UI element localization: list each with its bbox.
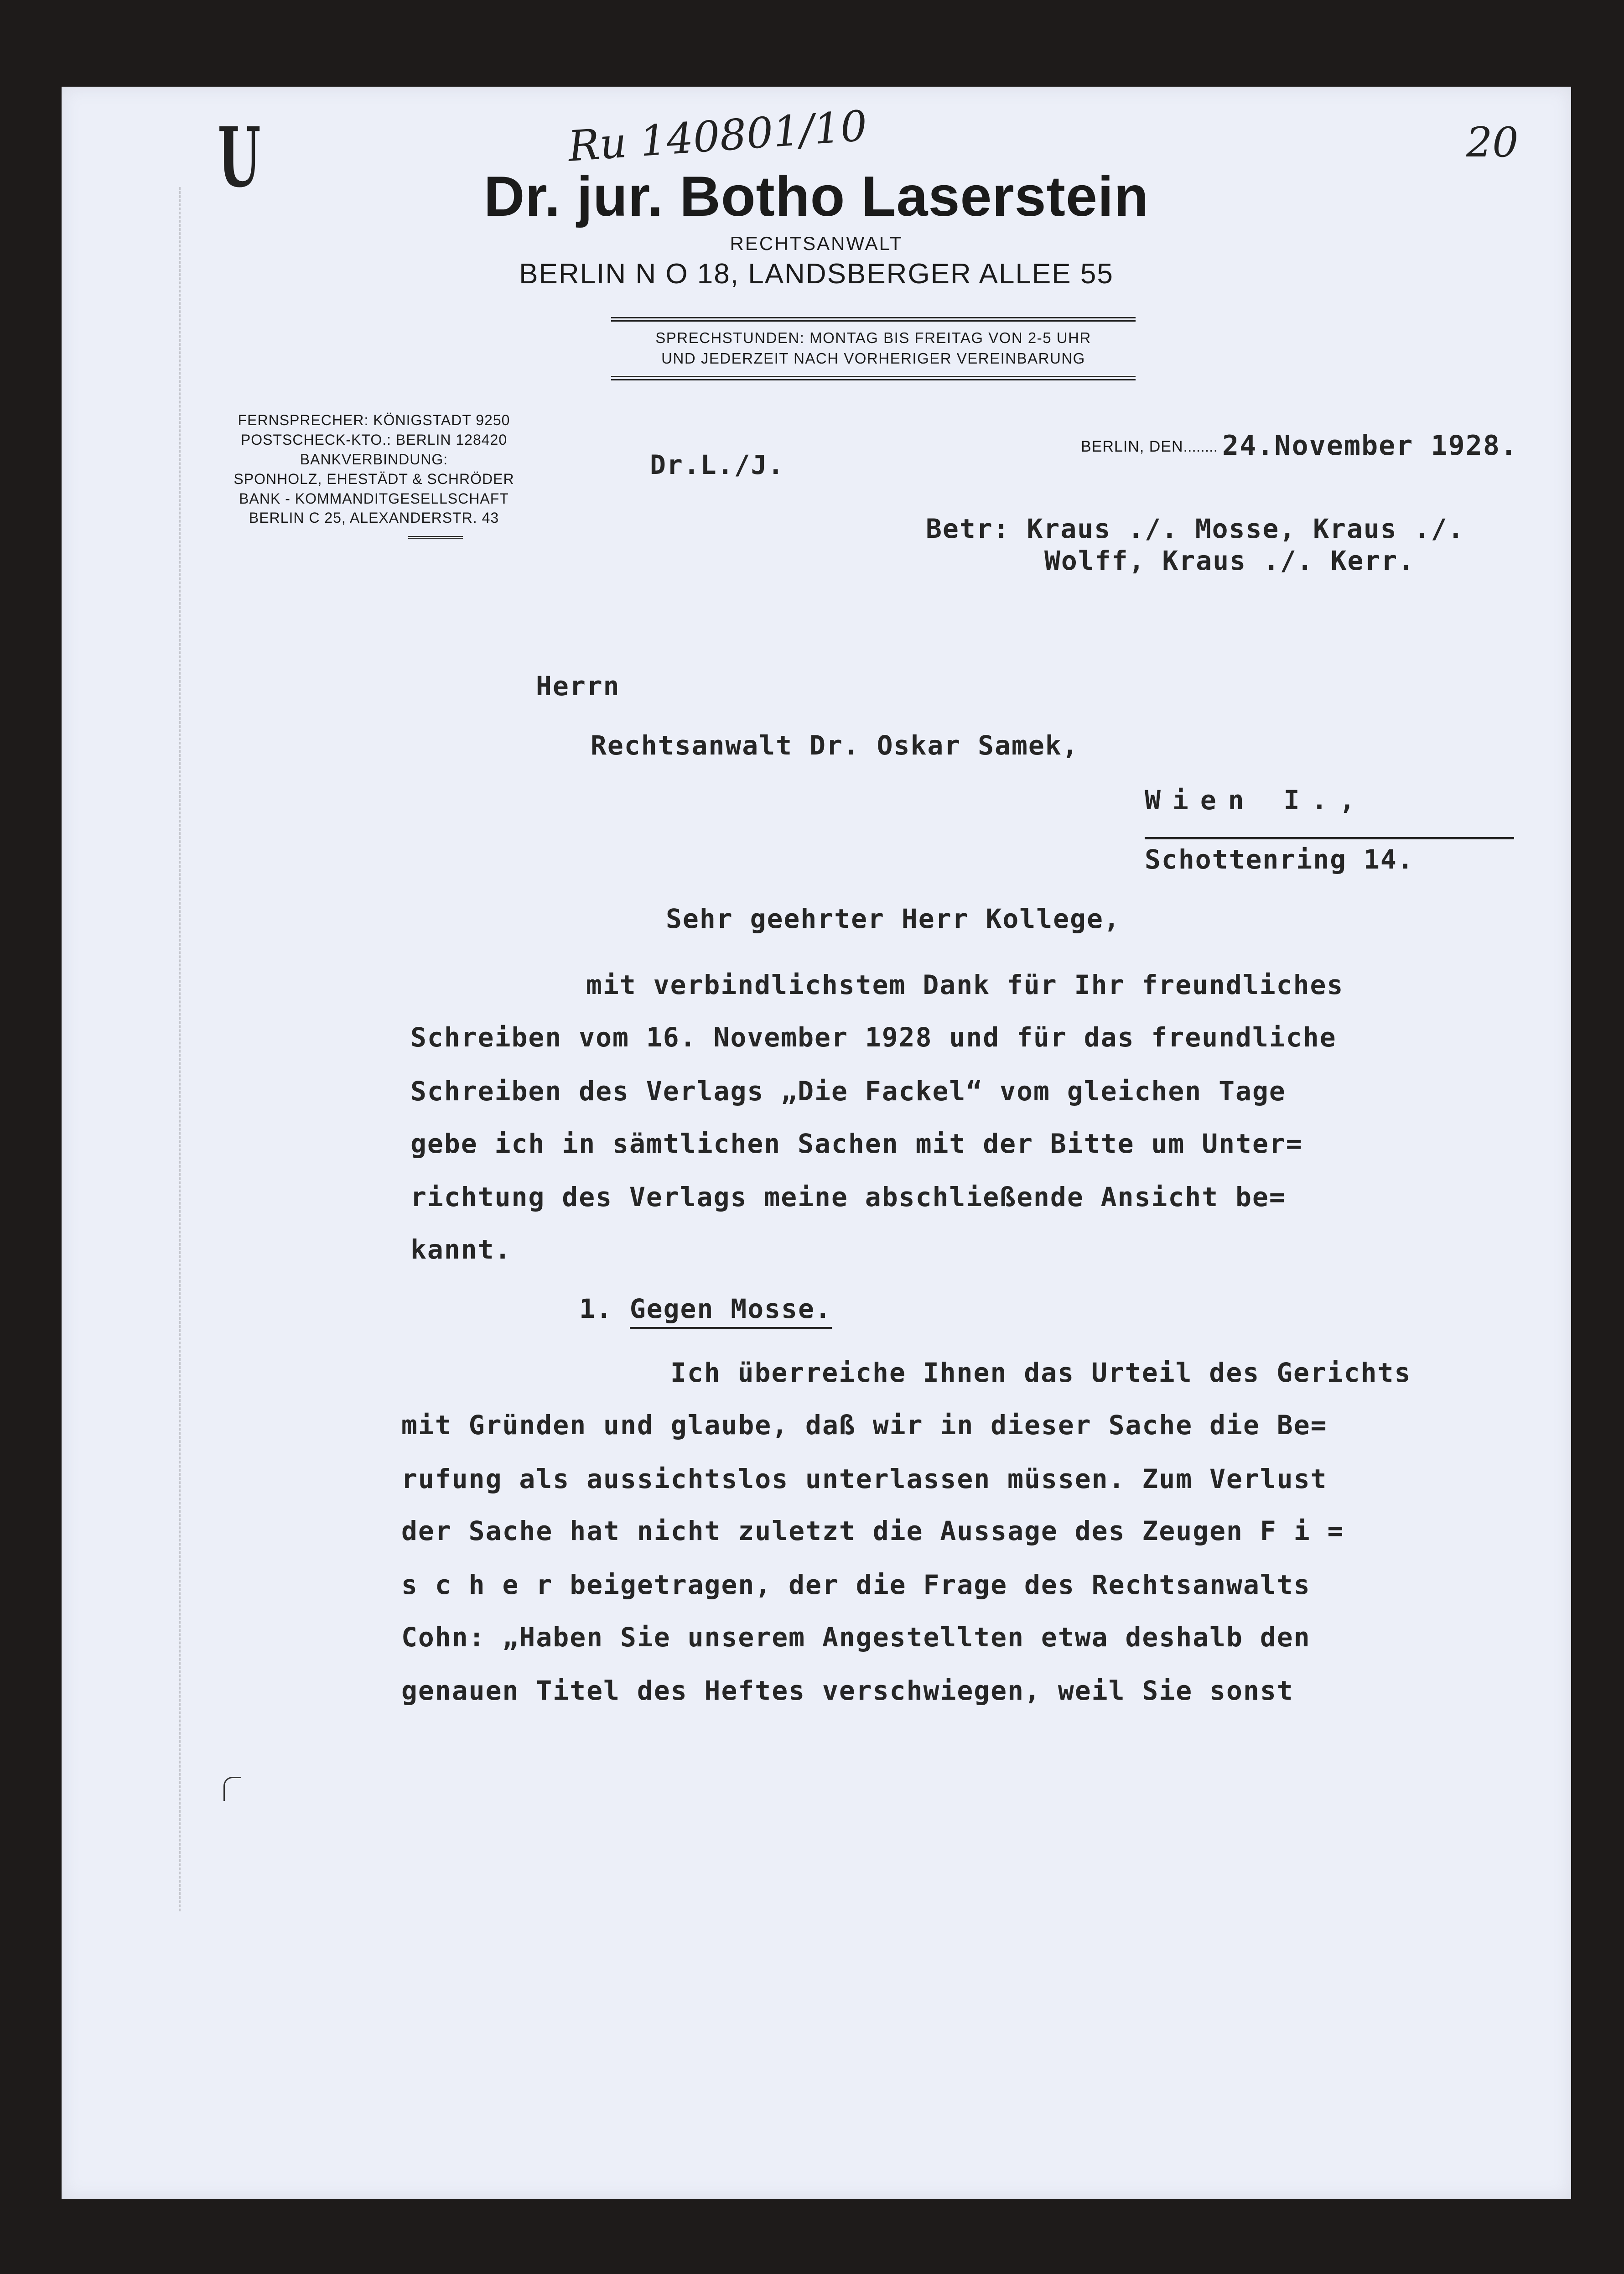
date-dots: ........ bbox=[1183, 438, 1218, 455]
date-label-text: BERLIN, DEN bbox=[1081, 438, 1183, 455]
contact-divider bbox=[408, 536, 463, 539]
handwritten-page-number: 20 bbox=[1466, 119, 1519, 167]
recipient-name: Rechtsanwalt Dr. Oskar Samek, bbox=[591, 730, 1079, 761]
recipient-salutation: Herrn bbox=[536, 671, 620, 702]
contact-line: BANK - KOMMANDITGESELLSCHAFT bbox=[239, 490, 509, 507]
handwritten-corner-mark: U bbox=[218, 109, 255, 206]
body-line: rufung als aussichtslos unterlassen müssen. Zum Verlust bbox=[401, 1463, 1328, 1494]
letterhead-profession: RECHTSANWALT bbox=[730, 233, 903, 254]
margin-tick-mark bbox=[223, 1777, 241, 1801]
letter-date: 24.November 1928. bbox=[1222, 430, 1518, 462]
letterhead-name: Dr. jur. Botho Laserstein bbox=[483, 165, 1149, 228]
body-line: kannt. bbox=[410, 1234, 512, 1265]
letter-page bbox=[62, 87, 1571, 2199]
body-line: Schreiben des Verlags „Die Fackel“ vom gleichen Tage bbox=[410, 1076, 1286, 1107]
contact-line: POSTSCHECK-KTO.: BERLIN 128420 bbox=[240, 431, 508, 448]
body-line: s c h e r beigetragen, der die Frage des Rechtsanwalts bbox=[401, 1569, 1311, 1600]
recipient-city: Wien I., bbox=[1145, 785, 1367, 816]
contact-line: SPONHOLZ, EHESTÄDT & SCHRÖDER bbox=[233, 470, 514, 487]
body-line: gebe ich in sämtlichen Sachen mit der Bitte um Unter= bbox=[410, 1128, 1303, 1159]
body-line: mit Gründen und glaube, daß wir in dieser Sache die Be= bbox=[401, 1410, 1328, 1441]
contact-line: BANKVERBINDUNG: bbox=[300, 451, 448, 468]
margin-line bbox=[179, 187, 181, 1911]
body-line: Schreiben vom 16. November 1928 und für das freundliche bbox=[410, 1022, 1337, 1053]
body-line: richtung des Verlags meine abschließende Ansicht be= bbox=[410, 1181, 1286, 1212]
city-underline bbox=[1145, 837, 1514, 839]
section-title: Gegen Mosse. bbox=[630, 1293, 832, 1329]
contact-block bbox=[198, 411, 550, 528]
body-line: Cohn: „Haben Sie unserem Angestellten etwa deshalb den bbox=[401, 1622, 1311, 1653]
reference-code: Dr.L./J. bbox=[650, 449, 785, 480]
contact-line: BERLIN C 25, ALEXANDERSTR. 43 bbox=[249, 510, 499, 526]
body-line: mit verbindlichstem Dank für Ihr freundliches bbox=[586, 969, 1344, 1000]
section-number: 1. bbox=[579, 1293, 613, 1324]
letterhead-address: BERLIN N O 18, LANDSBERGER ALLEE 55 bbox=[519, 258, 1114, 290]
body-line: genauen Titel des Heftes verschwiegen, weil Sie sonst bbox=[401, 1675, 1294, 1706]
office-hours-box bbox=[611, 317, 1136, 380]
subject-line: Betr: Kraus ./. Mosse, Kraus ./. bbox=[926, 513, 1465, 544]
recipient-street: Schottenring 14. bbox=[1145, 844, 1414, 875]
date-label bbox=[1081, 438, 1218, 456]
section-heading bbox=[579, 1293, 832, 1324]
office-hours-line: UND JEDERZEIT NACH VORHERIGER VEREINBARUNG bbox=[661, 349, 1085, 367]
body-line: der Sache hat nicht zuletzt die Aussage des Zeugen F i = bbox=[401, 1515, 1344, 1546]
letter-greeting: Sehr geehrter Herr Kollege, bbox=[666, 903, 1121, 934]
body-line: Ich überreiche Ihnen das Urteil des Gerichts bbox=[670, 1357, 1411, 1388]
handwritten-archive-mark: Ru 140801/10 bbox=[566, 101, 869, 171]
contact-line: FERNSPRECHER: KÖNIGSTADT 9250 bbox=[238, 412, 510, 428]
office-hours-line: SPRECHSTUNDEN: MONTAG BIS FREITAG VON 2-5 UHR bbox=[655, 329, 1091, 346]
subject-line: Wolff, Kraus ./. Kerr. bbox=[1044, 545, 1415, 576]
